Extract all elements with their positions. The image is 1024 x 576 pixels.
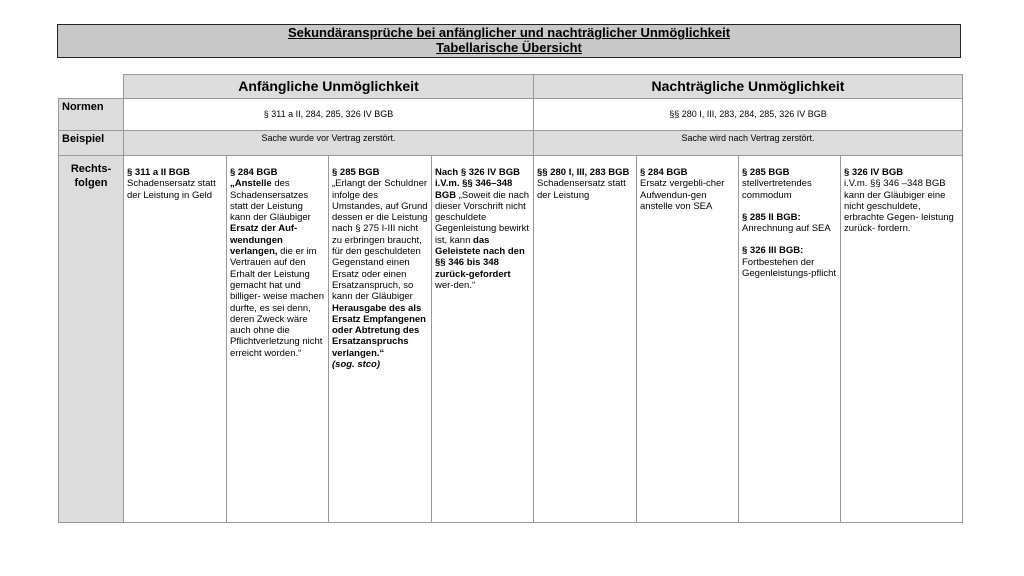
cell-285-head: § 285 BGB	[332, 167, 380, 178]
title-line1: Sekundäransprüche bei anfänglicher und nachträglicher Unmöglichkeit	[287, 25, 731, 40]
cell-280-head: §§ 280 I, III, 283 BGB	[537, 167, 630, 178]
cell-326s-body: i.V.m. §§ 346 –348 BGB kann der Gläubiger eine nicht geschuldete, erbrachte Gegen- leistung zurück- fordern.	[844, 178, 954, 235]
cell-326-bold1: Nach § 326 IV BGB i.V.m. §§ 346–348 BGB	[435, 167, 521, 201]
cell-326-subsequent	[840, 155, 963, 523]
cell-285s-body1: stellvertretendes commodum	[742, 178, 812, 201]
cell-284-initial	[226, 155, 329, 523]
cell-284s-head: § 284 BGB	[640, 167, 688, 178]
cell-284-text1: des Schadensersatzes statt der Leistung kann der Gläubiger	[230, 178, 311, 224]
header-corner	[58, 74, 124, 99]
beispiel-initial: Sache wurde vor Vertrag zerstört.	[123, 130, 534, 156]
row-label-rechtsfolgen	[58, 155, 124, 523]
cell-284-bold1: „Anstelle	[230, 178, 272, 190]
cell-285s-body3: Fortbestehen der Gegenleistungs-pflicht	[742, 256, 836, 280]
cell-326-text2: wer-den.“	[435, 279, 476, 291]
row-label-beispiel: Beispiel	[58, 130, 124, 156]
cell-285-subsequent	[738, 155, 841, 523]
cell-284-head: § 284 BGB	[230, 167, 278, 178]
cell-285-italic: (sog. stco)	[332, 359, 381, 371]
cell-285-initial	[328, 155, 432, 523]
cell-284-subsequent	[636, 155, 739, 523]
cell-285-bold1: Herausgabe des als Ersatz Empfangenen oder Abtretung des Ersatzanspruchs verlangen.“	[332, 302, 426, 359]
cell-285s-head1: § 285 BGB	[742, 167, 790, 178]
cell-326-text1: „Soweit die nach dieser Vorschrift nicht geschuldete Gegenleistung bewirkt ist, kann	[435, 189, 529, 246]
title-box	[57, 24, 961, 58]
cell-311a-body: Schadensersatz statt der Leistung in Geld	[127, 178, 216, 201]
cell-284-text2: die er im Vertrauen auf den Erhalt der Leistung gemacht hat und billiger- weise machen durfte, es sei denn, deren Zweck wäre auch ohne die Pflichtverletzung nicht erreicht worden.“	[230, 246, 324, 359]
header-initial: Anfängliche Unmöglichkeit	[123, 74, 534, 99]
cell-285s-head2: § 285 II BGB:	[742, 211, 801, 223]
beispiel-subsequent: Sache wird nach Vertrag zerstört.	[533, 130, 963, 156]
cell-284s-body: Ersatz vergebli-cher Aufwendun-gen anstelle von SEA	[640, 178, 725, 212]
cell-284-bold2: Ersatz der Auf-wendungen verlangen,	[230, 223, 298, 258]
title-line2: Tabellarische Übersicht	[436, 40, 582, 55]
cell-311a-head: § 311 a II BGB	[127, 167, 190, 178]
row-label-normen: Normen	[58, 98, 124, 131]
cell-285s-head3: § 326 III BGB:	[742, 245, 804, 257]
cell-285s-body2: Anrechnung auf SEA	[742, 223, 831, 235]
cell-326-initial	[431, 155, 534, 523]
cell-280-body: Schadensersatz statt der Leistung	[537, 178, 626, 201]
rechtsfolgen-label-line2: folgen	[74, 177, 108, 189]
header-subsequent: Nachträgliche Unmöglichkeit	[533, 74, 963, 99]
cell-326-bold2: das Geleistete nach den §§ 346 bis 348 zurück-gefordert	[435, 234, 525, 280]
cell-311a	[123, 155, 227, 523]
cell-326s-head: § 326 IV BGB	[844, 167, 904, 178]
cell-285-text1: „Erlangt der Schuldner infolge des Umstandes, auf Grund dessen er die Leistung nach § 275 I-III nicht zu erbringen braucht, für den geschuldeten Gegenstand einen Ersatz oder einen Ersatzanspruch, so kann der Gläubiger	[332, 178, 428, 303]
rechtsfolgen-label-line1: Rechts-	[70, 163, 112, 175]
normen-subsequent: §§ 280 I, III, 283, 284, 285, 326 IV BGB	[533, 98, 963, 131]
normen-initial: § 311 a II, 284, 285, 326 IV BGB	[123, 98, 534, 131]
cell-280-subsequent	[533, 155, 637, 523]
